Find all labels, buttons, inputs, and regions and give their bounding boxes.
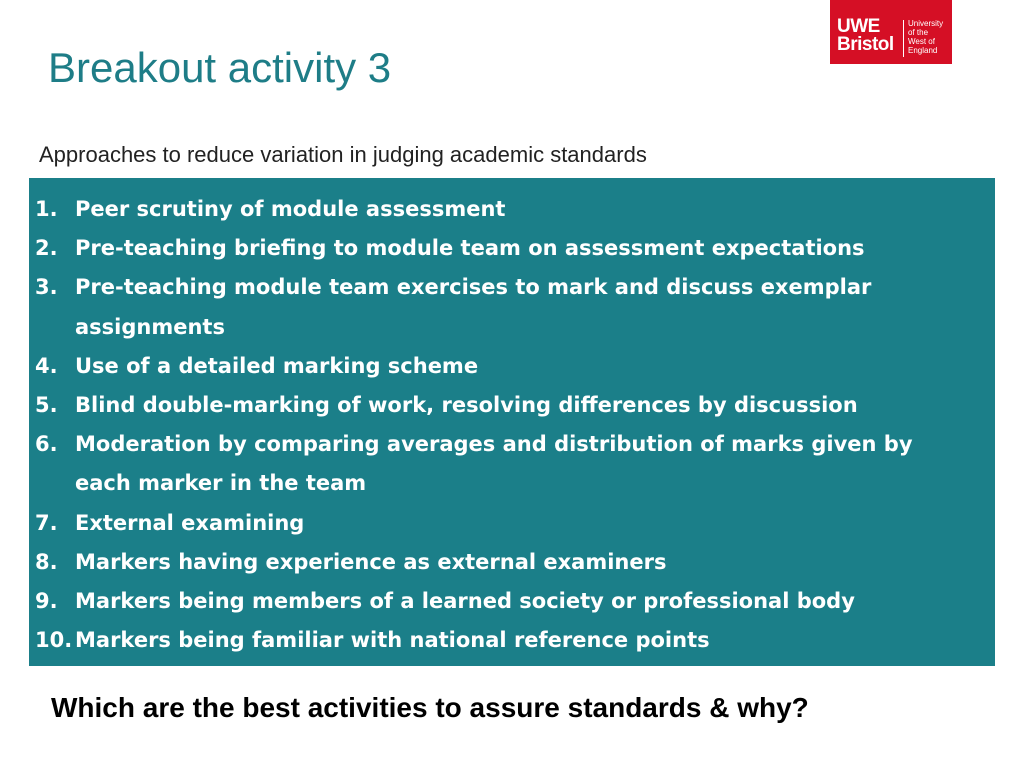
list-item-text: Moderation by comparing averages and distribution of marks given by	[75, 432, 913, 457]
list-item	[29, 621, 975, 660]
list-item	[29, 504, 975, 543]
list-item-number: 7.	[35, 510, 58, 535]
list-item	[29, 190, 975, 229]
list-item-text-continued: assignments	[75, 314, 225, 339]
logo-mark-line2: Bristol	[837, 34, 894, 55]
list-item-number: 3.	[35, 275, 58, 300]
list-item	[29, 425, 975, 503]
logo-sub-line4: England	[908, 46, 938, 55]
list-item-text: Use of a detailed marking scheme	[75, 353, 479, 378]
list-item-text: Markers being members of a learned society or professional body	[75, 589, 855, 614]
logo-sub-line1: University	[908, 19, 944, 28]
list-item	[29, 582, 975, 621]
list-item	[29, 543, 975, 582]
list-item-number: 5.	[35, 393, 58, 418]
approaches-list	[29, 190, 975, 660]
logo-divider	[903, 20, 904, 57]
uwe-bristol-logo	[830, 0, 952, 64]
list-item-number: 6.	[35, 432, 58, 457]
list-item	[29, 386, 975, 425]
logo-wordmark	[837, 18, 894, 54]
slide-subtitle: Approaches to reduce variation in judging academic standards	[39, 142, 647, 167]
list-item-text: Markers being familiar with national reference points	[75, 628, 710, 653]
slide-title: Breakout activity 3	[48, 44, 392, 91]
list-item-text-continued: each marker in the team	[75, 471, 367, 496]
list-item-text: External examining	[75, 510, 305, 535]
list-item-text: Pre-teaching briefing to module team on assessment expectations	[75, 236, 865, 261]
list-item-number: 4.	[35, 353, 58, 378]
approaches-panel	[29, 178, 995, 666]
logo-mark-line1: UWE	[837, 16, 880, 37]
logo-sub-line3: West of	[908, 37, 935, 46]
list-item-number: 10.	[35, 628, 73, 653]
list-item-text: Pre-teaching module team exercises to mark and discuss exemplar	[75, 275, 872, 300]
list-item-text: Peer scrutiny of module assessment	[75, 197, 506, 221]
list-item	[29, 229, 975, 268]
logo-university-name	[908, 19, 943, 55]
list-item-number: 9.	[35, 589, 58, 614]
list-item-text: Markers having experience as external examiners	[75, 549, 667, 574]
list-item	[29, 347, 975, 386]
discussion-question: Which are the best activities to assure standards & why?	[51, 692, 809, 723]
list-item	[29, 268, 975, 346]
list-item-number: 8.	[35, 549, 58, 574]
logo-sub-line2: of the	[908, 28, 929, 37]
list-item-number: 1.	[35, 197, 58, 221]
list-item-text: Blind double-marking of work, resolving differences by discussion	[75, 393, 858, 418]
list-item-number: 2.	[35, 236, 58, 261]
